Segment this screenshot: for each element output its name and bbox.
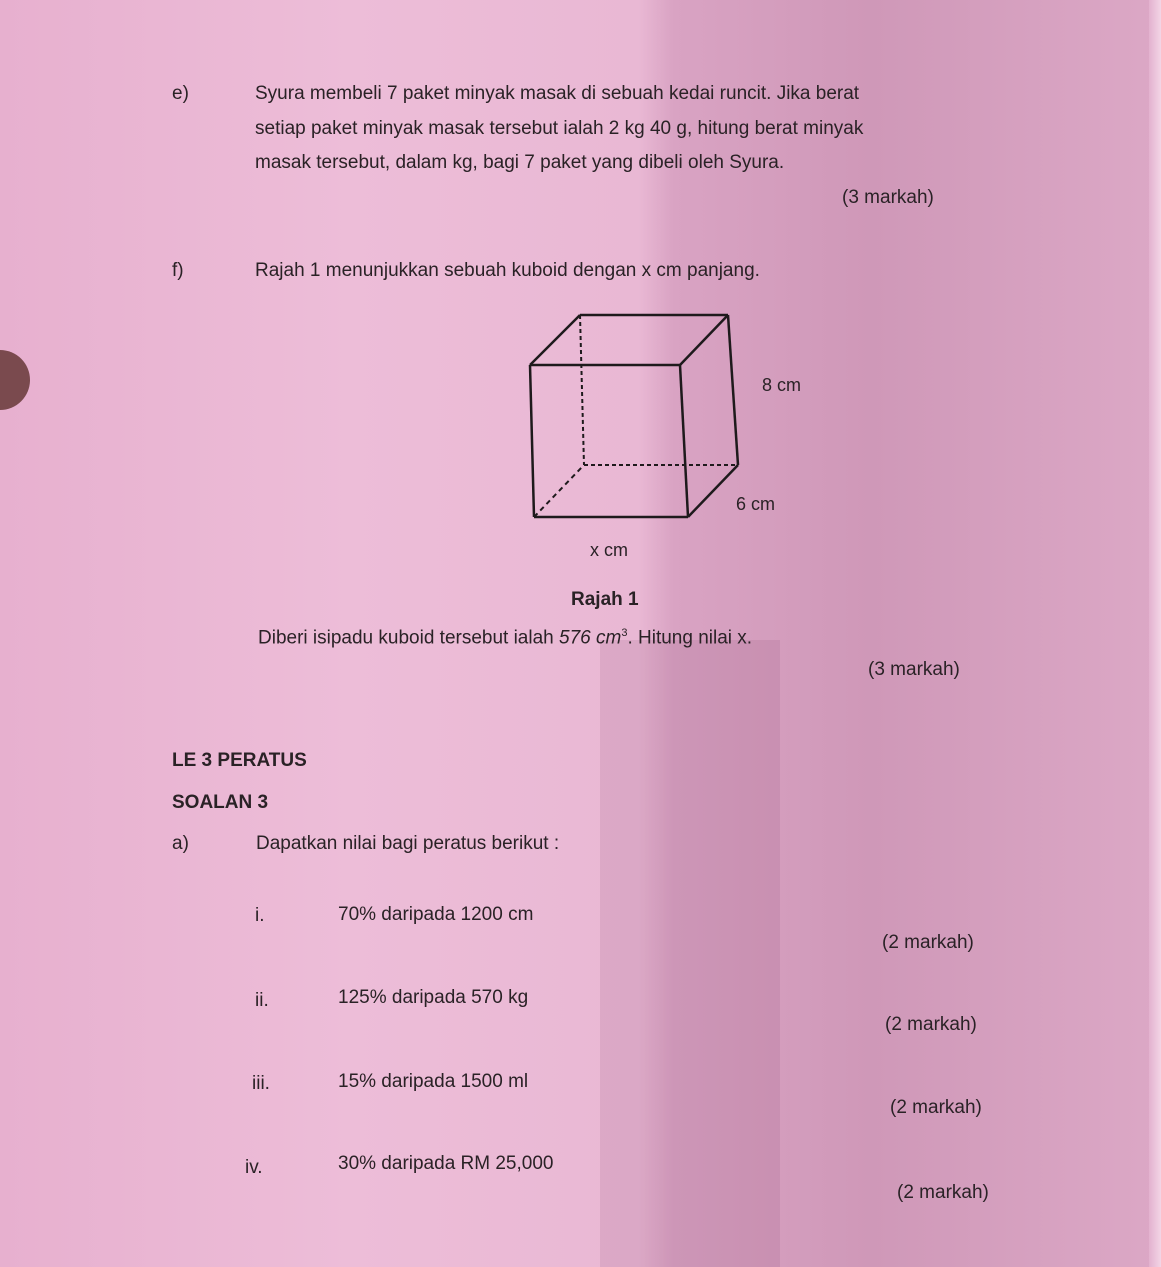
given-post: . Hitung nilai x. (627, 627, 753, 649)
question-e-line-3: masak tersebut, dalam kg, bagi 7 paket yang dibeli oleh Syura. (255, 152, 785, 173)
item-number: iii. (252, 1073, 270, 1094)
item-text: 30% daripada RM 25,000 (338, 1153, 554, 1174)
topic-heading: LE 3 PERATUS (172, 750, 307, 771)
item-text: 125% daripada 570 kg (338, 987, 529, 1008)
item-marks: (2 markah) (897, 1182, 989, 1203)
question-3a-label: a) (172, 833, 189, 854)
question-e-line-2: setiap paket minyak masak tersebut ialah 2 kg 40 g, hitung berat minyak (255, 118, 864, 139)
item-text: 15% daripada 1500 ml (338, 1071, 529, 1092)
shadow (600, 640, 780, 1267)
height-label: 8 cm (762, 375, 802, 395)
given-value: 576 cm (559, 627, 622, 649)
cuboid-diagram (520, 305, 750, 525)
question-f-given (258, 627, 752, 649)
given-exponent: 3 (621, 627, 628, 639)
given-pre: Diberi isipadu kuboid tersebut ialah (258, 627, 554, 649)
depth-label: 6 cm (736, 494, 776, 514)
item-number: iv. (245, 1157, 263, 1178)
paper-edge (1149, 0, 1161, 1267)
question-e-marks: (3 markah) (842, 187, 934, 208)
question-e-label: e) (172, 83, 189, 104)
question-f-label: f) (172, 260, 184, 281)
item-number: ii. (255, 990, 269, 1011)
finger-shadow (0, 350, 30, 410)
length-label: x cm (590, 540, 628, 560)
question-f-marks: (3 markah) (868, 659, 960, 680)
question-3a-text: Dapatkan nilai bagi peratus berikut : (256, 833, 560, 854)
question-heading: SOALAN 3 (172, 792, 269, 813)
question-f-text: Rajah 1 menunjukkan sebuah kuboid dengan x cm panjang. (255, 260, 760, 281)
item-number: i. (255, 905, 265, 926)
item-marks: (2 markah) (890, 1097, 982, 1118)
item-marks: (2 markah) (882, 932, 974, 953)
figure-caption: Rajah 1 (571, 589, 639, 610)
question-e-line-1: Syura membeli 7 paket minyak masak di sebuah kedai runcit. Jika berat (255, 83, 860, 104)
item-marks: (2 markah) (885, 1014, 977, 1035)
item-text: 70% daripada 1200 cm (338, 904, 534, 925)
